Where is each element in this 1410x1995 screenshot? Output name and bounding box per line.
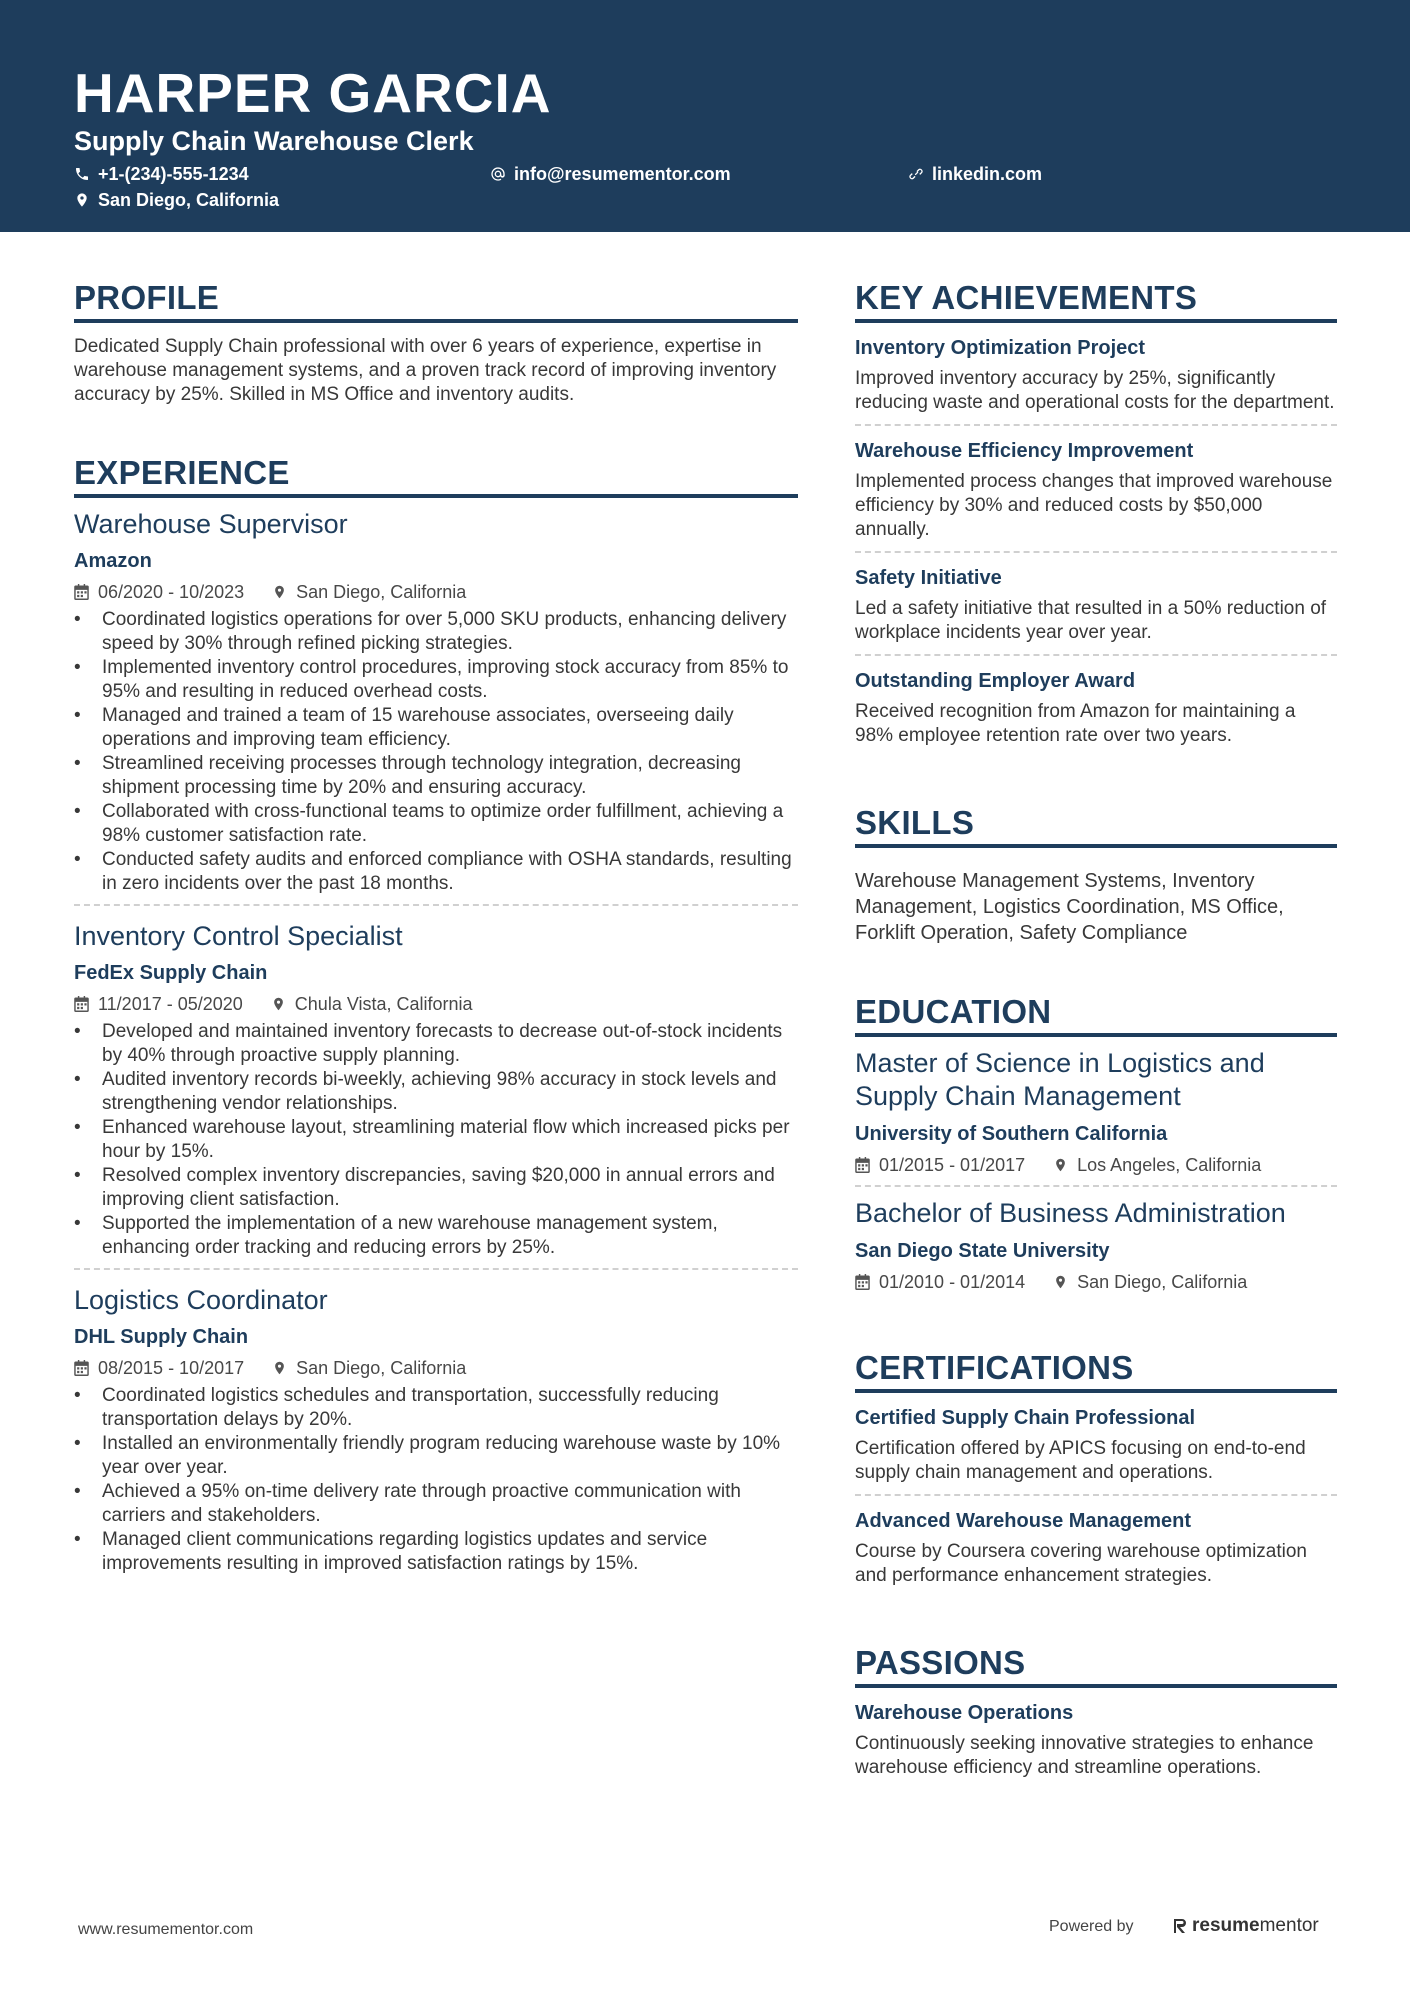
contact-email[interactable] [490,163,731,185]
section-title: KEY ACHIEVEMENTS [855,278,1337,323]
job-location: San Diego, California [296,1358,467,1378]
company-name: Amazon [74,550,152,572]
education-section [855,992,1337,1302]
job-bullets [74,1020,798,1260]
bullet-item: • Implemented inventory control procedures, improving stock accuracy from 85% to 95% and resulting in reduced overhead costs. [74,656,798,704]
job-meta [74,992,798,1016]
education-item [855,1187,1337,1302]
calendar-icon [74,1360,89,1376]
degree-title: Master of Science in Logistics and Supply Chain Management [855,1048,1265,1111]
education-meta [855,1153,1337,1177]
map-pin-icon [1053,1274,1068,1290]
achievement-desc: Led a safety initiative that resulted in a 50% reduction of workplace incidents year over year. [855,598,1327,643]
achievement-desc: Improved inventory accuracy by 25%, significantly reducing waste and operational costs for the department. [855,368,1335,413]
skills-section [855,803,1337,946]
at-icon [490,166,506,182]
bullet-item: • Streamlined receiving processes through technology integration, decreasing shipment processing time by 20% and ensuring accuracy. [74,752,798,800]
education-location: San Diego, California [1077,1272,1248,1292]
achievement-item [855,323,1337,426]
degree-title: Bachelor of Business Administration [855,1198,1286,1228]
job-dates: 11/2017 - 05/2020 [98,994,243,1014]
bullet-item: • Achieved a 95% on-time delivery rate through proactive communication with carriers and stakeholders. [74,1480,798,1528]
calendar-icon [74,996,89,1012]
candidate-name: HARPER GARCIA [74,62,552,124]
achievement-item [855,426,1337,553]
brand-name-light: mentor [1259,1915,1319,1936]
bullet-item: • Collaborated with cross-functional teams to optimize order fulfillment, achieving a 98% customer satisfaction rate. [74,800,798,848]
profile-section [74,278,798,407]
job-location-wrap [272,1356,466,1380]
job-title: Inventory Control Specialist [74,921,403,951]
job-title: Logistics Coordinator [74,1285,328,1315]
link-icon [908,166,924,182]
certification-item [855,1393,1337,1496]
job-meta [74,1356,798,1380]
job-location-wrap [272,580,466,604]
experience-section [74,453,798,1584]
achievement-title: Safety Initiative [855,567,1002,589]
achievement-title: Inventory Optimization Project [855,337,1146,359]
job-location: Chula Vista, California [294,994,473,1014]
company-name: FedEx Supply Chain [74,962,268,984]
section-title: PASSIONS [855,1643,1337,1688]
map-pin-icon [271,996,286,1012]
job-entry [74,918,798,1270]
bullet-item: • Enhanced warehouse layout, streamlining material flow which increased picks per hour by 15%. [74,1116,798,1164]
bullet-item: • Coordinated logistics schedules and transportation, successfully reducing transportation delays by 20%. [74,1384,798,1432]
contact-location [74,189,279,211]
linkedin-text: linkedin.com [932,164,1043,184]
left-column [74,278,798,1584]
footer-website-link[interactable]: www.resumementor.com [78,1921,254,1938]
job-entry [74,506,798,906]
job-title: Warehouse Supervisor [74,509,348,539]
achievements-section [855,278,1337,757]
bullet-item: • Installed an environmentally friendly program reducing warehouse waste by 10% year over year. [74,1432,798,1480]
job-location-wrap [271,992,473,1016]
job-dates: 08/2015 - 10/2017 [98,1358,245,1378]
section-title: EXPERIENCE [74,453,798,498]
education-location-wrap [1053,1270,1247,1294]
contact-linkedin[interactable] [908,163,1042,185]
job-bullets [74,608,798,896]
job-dates: 06/2020 - 10/2023 [98,582,245,602]
certification-title: Advanced Warehouse Management [855,1510,1192,1532]
calendar-icon [855,1274,870,1290]
header [0,0,1410,232]
bullet-item: • Resolved complex inventory discrepancies, saving $20,000 in annual errors and improving client satisfaction. [74,1164,798,1212]
bullet-item: • Coordinated logistics operations for over 5,000 SKU products, enhancing delivery speed by 30% through refined picking strategies. [74,608,798,656]
right-column [855,278,1337,1789]
section-title: PROFILE [74,278,798,323]
calendar-icon [855,1157,870,1173]
school-name: San Diego State University [855,1240,1110,1262]
brand-logo-icon [1172,1917,1188,1935]
achievement-title: Outstanding Employer Award [855,670,1136,692]
bullet-item: • Conducted safety audits and enforced compliance with OSHA standards, resulting in zero incidents over the past 18 months. [74,848,798,896]
section-title: SKILLS [855,803,1337,848]
phone-icon [74,166,90,182]
passions-section [855,1643,1337,1789]
school-name: University of Southern California [855,1123,1168,1145]
section-title: CERTIFICATIONS [855,1348,1337,1393]
map-pin-icon [272,584,287,600]
map-pin-icon [1053,1157,1068,1173]
job-entry [74,1282,798,1584]
section-title: EDUCATION [855,992,1337,1037]
map-pin-icon [74,192,90,208]
certifications-section [855,1348,1337,1597]
bullet-item: • Supported the implementation of a new warehouse management system, enhancing order tracking and reducing errors by 25%. [74,1212,798,1260]
certification-item [855,1496,1337,1597]
location-text: San Diego, California [98,190,280,210]
company-name: DHL Supply Chain [74,1326,249,1348]
map-pin-icon [272,1360,287,1376]
education-location-wrap [1053,1153,1261,1177]
email-text: info@resumementor.com [514,164,731,184]
education-meta [855,1270,1337,1294]
achievement-desc: Implemented process changes that improved warehouse efficiency by 30% and reduced costs by $50,000 annually. [855,471,1333,540]
certification-desc: Certification offered by APICS focusing on end-to-end supply chain management and operations. [855,1438,1306,1483]
education-item [855,1037,1337,1187]
calendar-icon [74,584,89,600]
certification-desc: Course by Coursera covering warehouse optimization and performance enhancement strategies. [855,1541,1308,1586]
bullet-item: • Managed client communications regarding logistics updates and service improvements resulting in improved satisfaction ratings by 15%. [74,1528,798,1576]
job-bullets [74,1384,798,1576]
passion-item [855,1688,1337,1789]
achievement-desc: Received recognition from Amazon for maintaining a 98% employee retention rate over two years. [855,701,1296,746]
footer-powered-by: Powered by [1049,1918,1134,1935]
education-dates: 01/2010 - 01/2014 [879,1272,1026,1292]
profile-text: Dedicated Supply Chain professional with over 6 years of experience, expertise in warehouse management systems, and a proven track record of improving inventory accuracy by 25%. Skilled in MS Office and inventory audits. [74,336,777,405]
footer-brand-logo[interactable] [1172,1915,1319,1937]
achievement-title: Warehouse Efficiency Improvement [855,440,1194,462]
achievement-item [855,553,1337,656]
passion-desc: Continuously seeking innovative strategies to enhance warehouse efficiency and streamline operations. [855,1733,1314,1778]
passion-title: Warehouse Operations [855,1702,1074,1724]
education-location: Los Angeles, California [1077,1155,1262,1175]
brand-name-bold: resume [1192,1915,1260,1936]
education-dates: 01/2015 - 01/2017 [879,1155,1026,1175]
job-location: San Diego, California [296,582,467,602]
contact-phone[interactable] [74,163,249,185]
achievement-item [855,656,1337,757]
bullet-item: • Audited inventory records bi-weekly, achieving 98% accuracy in stock levels and strengthening vendor relationships. [74,1068,798,1116]
phone-text: +1-(234)-555-1234 [98,164,249,184]
skills-text: Warehouse Management Systems, Inventory Management, Logistics Coordination, MS Office, Forklift Operation, Safety Compliance [855,870,1284,944]
job-meta [74,580,798,604]
bullet-item: • Developed and maintained inventory forecasts to decrease out-of-stock incidents by 40% through proactive supply planning. [74,1020,798,1068]
certification-title: Certified Supply Chain Professional [855,1407,1196,1429]
bullet-item: • Managed and trained a team of 15 warehouse associates, overseeing daily operations and improving team efficiency. [74,704,798,752]
candidate-title: Supply Chain Warehouse Clerk [74,126,474,156]
